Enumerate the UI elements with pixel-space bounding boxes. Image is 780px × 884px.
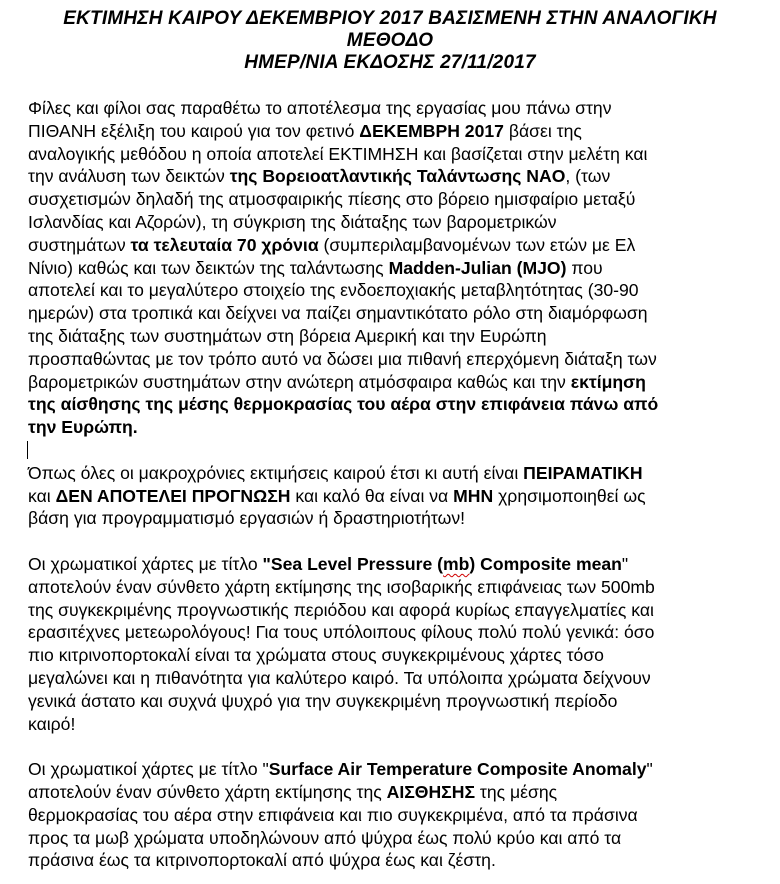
text-line: και ΔΕΝ ΑΠΟΤΕΛΕΙ ΠΡΟΓΝΩΣΗ και καλό θα είναι να ΜΗΝ χρησιμοποιηθεί ως [28,485,646,506]
text-line: καιρό! [28,713,76,734]
title-line: ΕΚΤΙΜΗΣΗ ΚΑΙΡΟΥ ΔΕΚΕΜΒΡΙΟΥ 2017 ΒΑΣΙΣΜΕΝΗ ΣΤΗΝ ΑΝΑΛΟΓΙΚΗ [63,8,717,29]
text-line: της διάταξης των συστημάτων στη βόρεια Αμερική και την Ευρώπη [28,325,547,346]
text-line: συσχετισμών δηλαδή της ατμοσφαιρικής πίεσης στο βόρειο ημισφαίριο μεταξύ [28,189,636,210]
text-line: μεγαλώνει και η πιθανότητα για καλύτερο καιρό. Τα υπόλοιπα χρώματα δείχνουν [28,667,651,688]
text-line: Όπως όλες οι μακροχρόνιες εκτιμήσεις καιρού έτσι κι αυτή είναι ΠΕΙΡΑΜΑΤΙΚΗ [28,462,643,483]
text-line: συστημάτων τα τελευταία 70 χρόνια (συμπεριλαμβανομένων των ετών με Ελ [28,234,636,255]
text-line: αναλογικής μεθόδου η οποία αποτελεί ΕΚΤΙΜΗΣΗ και βασίζεται στην μελέτη και [28,143,648,164]
title-line: ΗΜΕΡ/ΝΙΑ ΕΚΔΟΣΗΣ 27/11/2017 [244,52,536,73]
text-line: Φίλες και φίλοι σας παραθέτω το αποτέλεσμα της εργασίας μου πάνω στην [28,98,612,118]
text-line: ημερών) στα τροπικά και δείχνει να παίζει σημαντικότατο ρόλο στη διαμόρφωση [28,303,648,324]
blank-line[interactable] [28,439,768,462]
text-line: την ανάλυση των δεικτών της Βορειοατλαντικής Ταλάντωσης NAO, (των [28,166,611,187]
text-line: γενικά άστατο και συχνά ψυχρό για την συγκεκριμένη προγνωστική περίοδο [28,690,618,711]
title-line: ΜΕΘΟΔΟ [346,30,434,51]
text-line: της αίσθησης της μέσης θερμοκρασίας του αέρα στην επιφάνεια πάνω από [28,394,659,415]
text-line: θερμοκρασίας του αέρα στην επιφάνεια και πιο συγκεκριμένα, από τα πράσινα [28,804,638,825]
text-line: ερασιτέχνες μετεωρολόγους! Για τους υπόλοιπους φίλους πολύ πολύ γενικά: όσο [28,622,655,643]
text-line: πράσινα έως τα κιτρινοπορτοκαλί από ψύχρα έως και ζέστη. [28,850,496,871]
text-line: πιο κιτρινοπορτοκαλί είναι τα χρώματα στους συγκεκριμένους χάρτες τόσο [28,645,604,666]
text-line: της συγκεκριμένης προγνωστικής περιόδου και αφορά κυρίως επαγγελματίες και [28,599,654,620]
text-line: Ισλανδίας και Αζορών), τη σύγκριση της διάταξης των βαρομετρικών [28,211,557,232]
text-line: αποτελεί και το μεγαλύτερο στοιχείο της ενδοεποχιακής μεταβλητότητας (30-90 [28,280,639,301]
text-line: αποτελούν έναν σύνθετο χάρτη εκτίμησης της ΑΙΣΘΗΣΗΣ της μέσης [28,781,558,802]
text-line: ΠΙΘΑΝΗ εξέλιξη του καιρού για τον φετινό ΔΕΚΕΜΒΡΗ 2017 βάσει της [28,120,582,141]
blank-line [28,735,768,758]
text-line: βάση για προγραμματισμό εργασιών ή δραστηριοτήτων! [28,508,466,529]
text-line: αποτελούν έναν σύνθετο χάρτη εκτίμησης της ισοβαρικής επιφάνειας των 500mb [28,576,655,597]
text-cursor [27,441,28,459]
text-line: Οι χρωματικοί χάρτες με τίτλο "Sea Level Pressure (mb) Composite mean" [28,553,629,574]
document-title [0,8,780,74]
text-line: προς τα μωβ χρώματα υποδηλώνουν από ψύχρα έως πολύ κρύο και από τα [28,827,622,848]
document-body[interactable] [28,97,768,872]
text-line: την Ευρώπη. [28,417,138,438]
text-line: προσπαθώντας με τον τρόπο αυτό να δώσει μια πιθανή επερχόμενη διάταξη των [28,348,657,369]
text-line: Νίνιο) καθώς και των δεικτών της ταλάντωσης Madden-Julian (MJO) που [28,257,603,278]
text-line: Οι χρωματικοί χάρτες με τίτλο "Surface Air Temperature Composite Anomaly" [28,759,653,780]
text-line: βαρομετρικών συστημάτων στην ανώτερη ατμόσφαιρα καθώς και την εκτίμηση [28,371,646,392]
spellcheck-underline: mb [443,553,470,574]
blank-line [28,530,768,553]
